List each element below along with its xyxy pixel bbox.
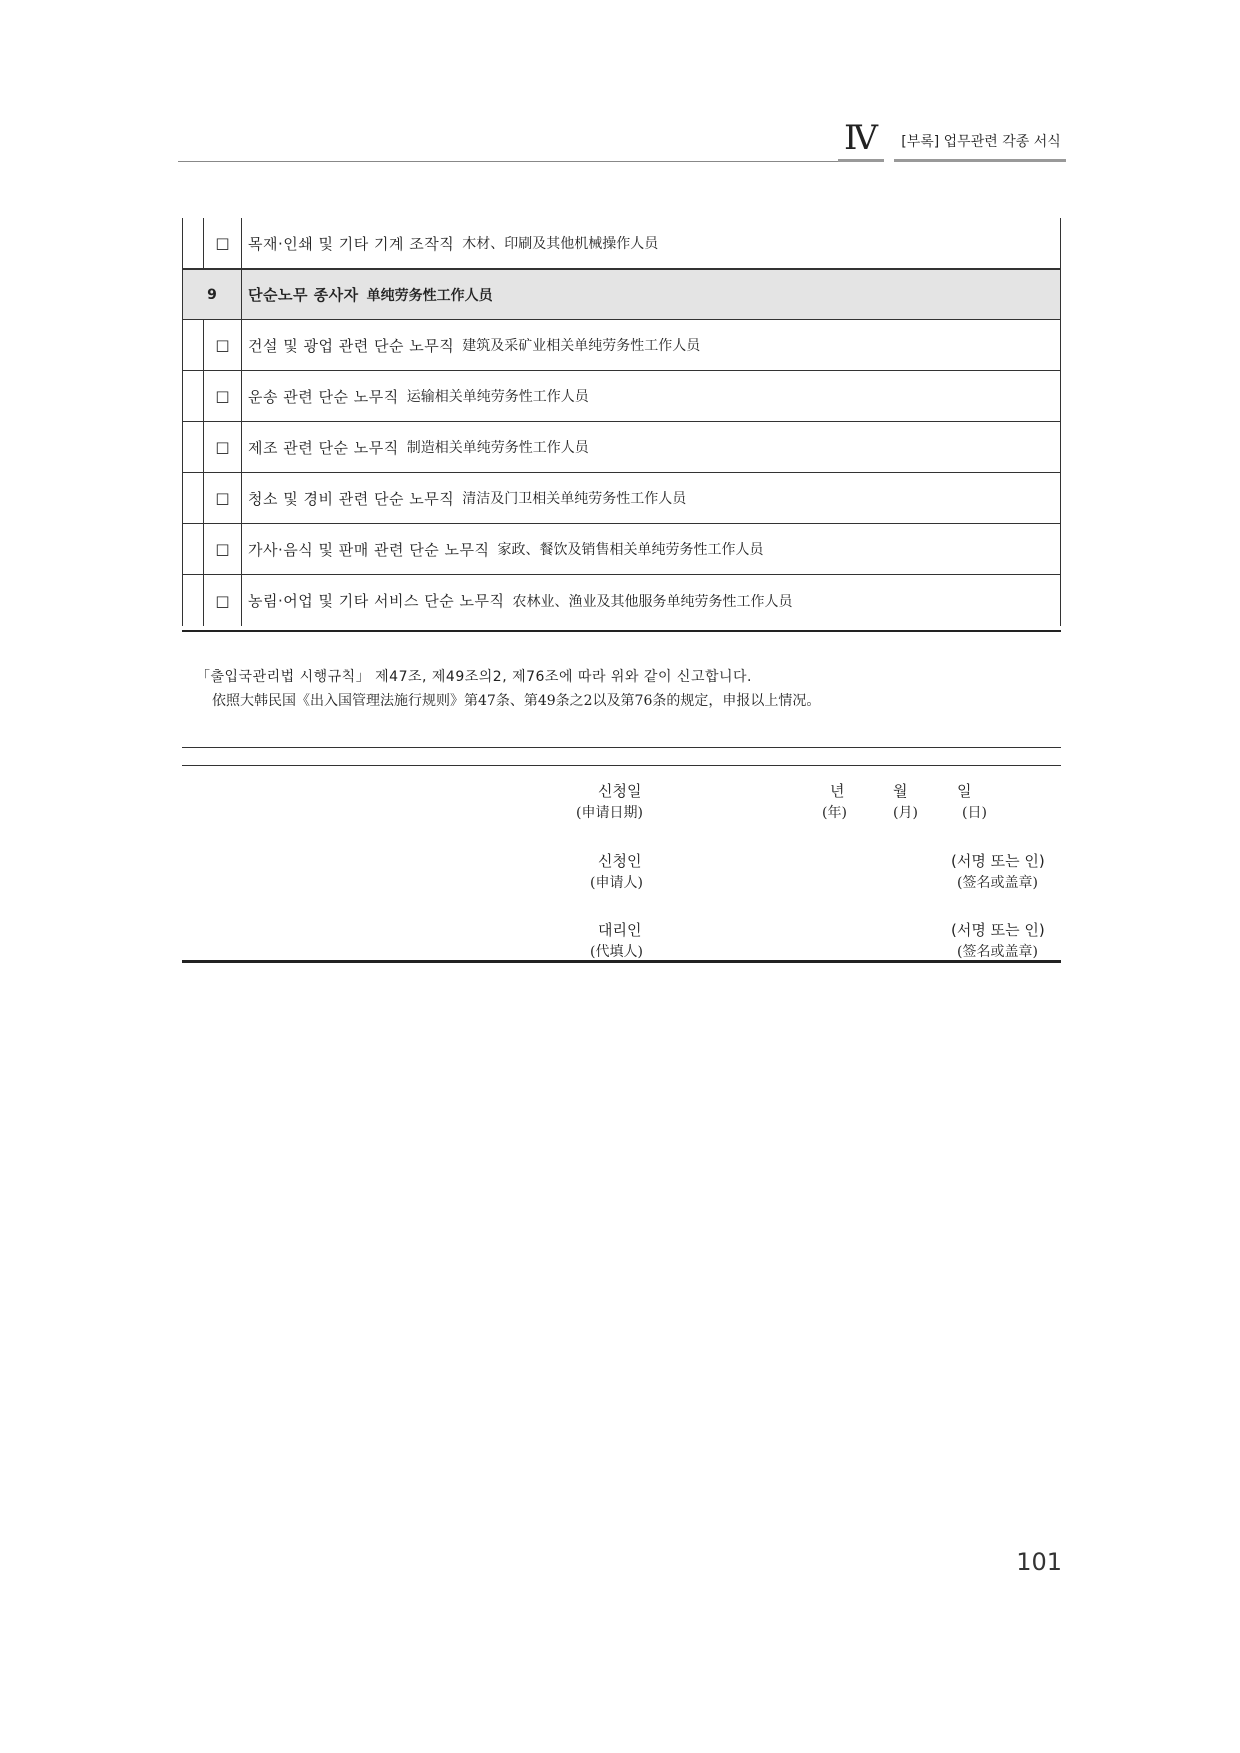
category-label-ko: 단순노무 종사자	[248, 286, 359, 304]
date-label-ko: 신청일	[598, 782, 642, 800]
divider	[182, 747, 1061, 748]
table-row	[182, 218, 1061, 269]
row-label-zh: 农林业、渔业及其他服务单纯劳务性工作人员	[512, 593, 793, 610]
table-row	[182, 320, 1061, 371]
checkbox[interactable]: □	[204, 575, 242, 626]
occupation-table	[182, 218, 1061, 626]
year-label-ko: 년	[830, 782, 845, 800]
header-rule	[178, 161, 842, 162]
applicant-sign-zh: (签名或盖章)	[957, 875, 1038, 891]
row-label-ko: 운송 관련 단순 노무직	[248, 387, 399, 406]
row-label-zh: 建筑及采矿业相关单纯劳务性工作人员	[462, 338, 701, 354]
agent-label-zh: (代填人)	[590, 944, 643, 960]
applicant-sign-ko: (서명 또는 인)	[951, 852, 1045, 870]
checkbox[interactable]: □	[204, 473, 242, 523]
section-title-underline	[894, 159, 1066, 162]
chapter-underline	[838, 159, 884, 162]
row-label-zh: 制造相关单纯劳务性工作人员	[406, 440, 589, 456]
applicant-label-ko: 신청인	[598, 852, 642, 870]
category-header-row	[182, 269, 1061, 320]
month-label-ko: 월	[893, 782, 908, 800]
table-row	[182, 473, 1061, 524]
checkbox[interactable]: □	[204, 320, 242, 370]
table-row	[182, 422, 1061, 473]
row-label-zh: 木材、印刷及其他机械操作人员	[462, 236, 659, 252]
category-number: 9	[182, 270, 242, 319]
checkbox[interactable]: □	[204, 524, 242, 574]
date-label-zh: (申请日期)	[576, 805, 643, 821]
checkbox[interactable]: □	[204, 218, 242, 268]
row-label-zh: 家政、餐饮及销售相关单纯劳务性工作人员	[497, 542, 764, 558]
agent-sign-zh: (签名或盖章)	[957, 944, 1038, 960]
month-label-zh: (月)	[893, 805, 918, 821]
year-label-zh: (年)	[822, 805, 847, 821]
day-label-zh: (日)	[962, 805, 987, 821]
agent-sign-ko: (서명 또는 인)	[951, 921, 1045, 939]
category-label-zh: 单纯劳务性工作人员	[366, 287, 493, 304]
divider	[182, 765, 1061, 766]
page-number: 101	[1016, 1548, 1062, 1576]
declaration-ko: 「출입국관리법 시행규칙」 제47조, 제49조의2, 제76조에 따라 위와 같이 신고합니다.	[196, 669, 752, 685]
row-label-ko: 농림·어업 및 기타 서비스 단순 노무직	[248, 592, 505, 610]
row-label-zh: 清洁及门卫相关单纯劳务性工作人员	[462, 491, 687, 507]
checkbox[interactable]: □	[204, 371, 242, 421]
checkbox[interactable]: □	[204, 422, 242, 472]
row-label-ko: 제조 관련 단순 노무직	[248, 438, 399, 457]
section-title: [부록] 업무관련 각종 서식	[901, 134, 1061, 150]
table-bottom-rule	[182, 630, 1061, 632]
row-label-ko: 가사·음식 및 판매 관련 단순 노무직	[248, 540, 490, 559]
row-label-zh: 运输相关单纯劳务性工作人员	[406, 389, 589, 405]
day-label-ko: 일	[957, 782, 972, 800]
table-row	[182, 371, 1061, 422]
chapter-numeral: Ⅳ	[844, 118, 878, 158]
signature-bottom-rule	[182, 960, 1061, 963]
table-row	[182, 524, 1061, 575]
table-row	[182, 575, 1061, 626]
declaration-zh: 依照大韩民国《出入国管理法施行规则》第47条、第49条之2以及第76条的规定，申报以上情况。	[212, 693, 821, 709]
row-label-ko: 목재·인쇄 및 기타 기계 조작직	[248, 234, 455, 253]
row-label-ko: 건설 및 광업 관련 단순 노무직	[248, 336, 455, 355]
applicant-label-zh: (申请人)	[590, 875, 643, 891]
agent-label-ko: 대리인	[598, 921, 642, 939]
row-label-ko: 청소 및 경비 관련 단순 노무직	[248, 489, 455, 508]
